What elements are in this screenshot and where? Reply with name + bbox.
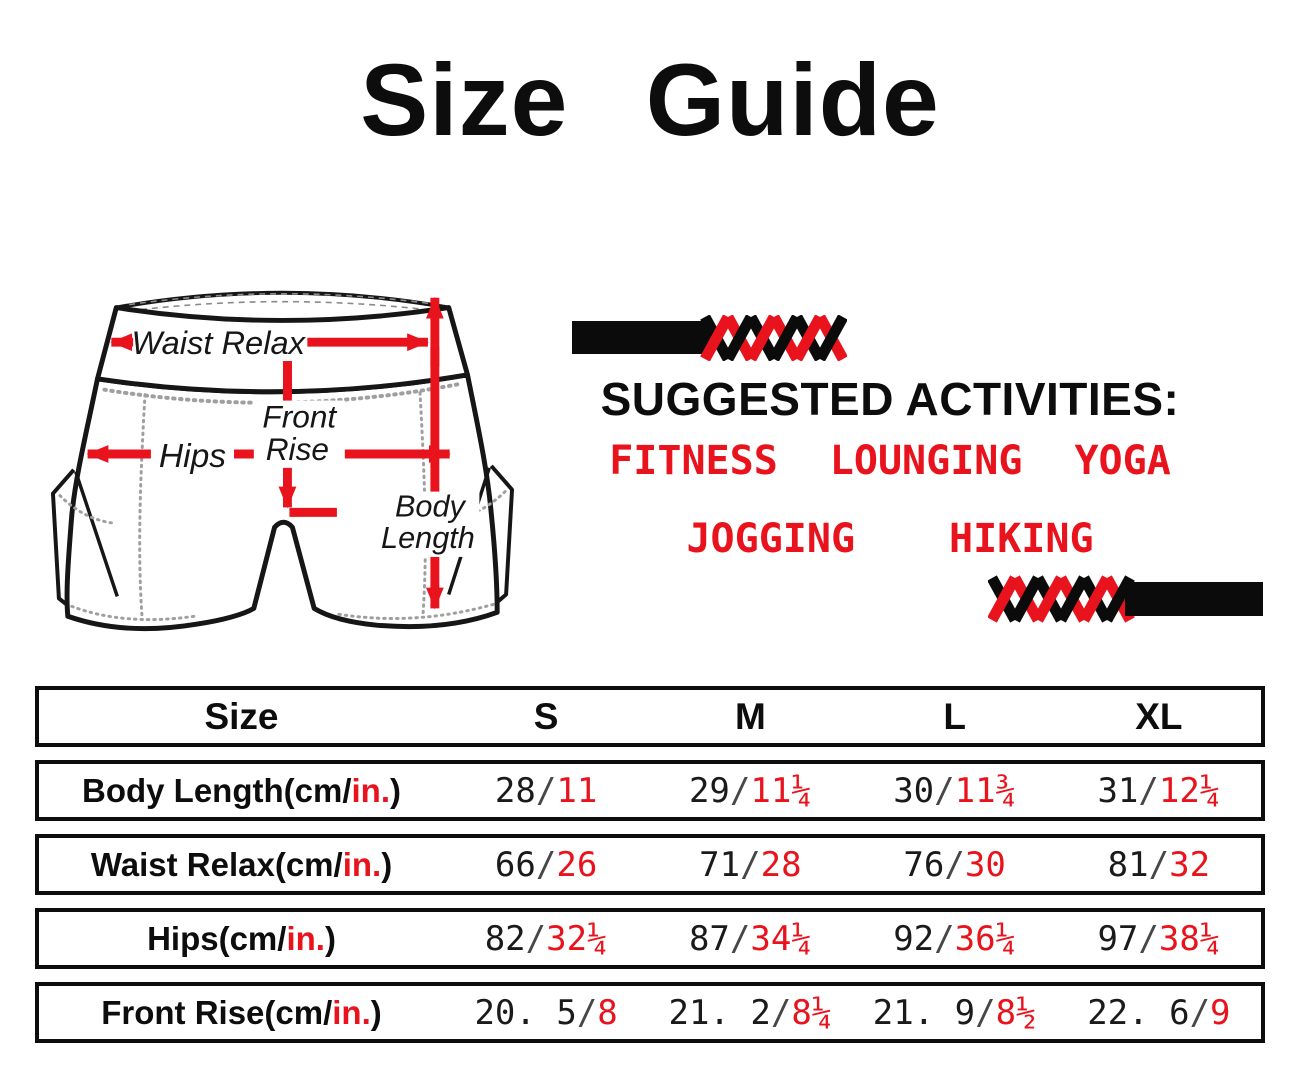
cell-front-rise-s: 20. 5/8 — [474, 992, 618, 1033]
shorts-drawing-icon — [50, 268, 515, 642]
body-length-label-line2: Length — [381, 521, 475, 555]
suggested-activities-heading: SUGGESTED ACTIVITIES: — [600, 373, 1180, 425]
cell-hips-l: 92/36¼ — [893, 918, 1017, 959]
row-label: Waist Relax(cm/in.) — [90, 845, 393, 883]
stitch-decoration-bottom-icon — [988, 575, 1263, 623]
cell-body-length-s: 28/11 — [494, 770, 598, 811]
size-table — [35, 686, 1265, 1056]
hips-label: Hips — [158, 437, 227, 475]
cell-front-rise-l: 21. 9/8½ — [872, 992, 1037, 1033]
activity-item-yoga: YOGA — [1074, 438, 1171, 484]
activity-item-hiking: HIKING — [949, 516, 1094, 562]
table-row-hips — [35, 908, 1265, 969]
stitch-decoration-top-icon — [572, 315, 847, 361]
cell-waist-relax-xl: 81/32 — [1107, 844, 1211, 885]
front-rise-label-line1: Front — [262, 398, 337, 435]
page-title: Size Guide — [360, 43, 940, 157]
cell-front-rise-xl: 22. 6/9 — [1087, 992, 1231, 1033]
table-header-row — [35, 686, 1265, 747]
header-col-l: L — [943, 695, 966, 737]
front-rise-label-line2: Rise — [265, 430, 329, 467]
cell-hips-m: 87/34¼ — [688, 918, 812, 959]
cell-body-length-xl: 31/12¼ — [1097, 770, 1221, 811]
shorts-measurement-diagram — [50, 268, 515, 647]
cell-hips-s: 82/32¼ — [484, 918, 608, 959]
activities-row-1 — [552, 438, 1228, 484]
cell-waist-relax-s: 66/26 — [494, 844, 598, 885]
body-length-label-line1: Body — [394, 489, 465, 524]
activity-item-jogging: JOGGING — [686, 516, 856, 562]
header-col-m: M — [734, 695, 766, 737]
cell-waist-relax-m: 71/28 — [699, 844, 802, 885]
row-label: Body Length(cm/in.) — [82, 771, 401, 809]
activity-item-fitness: FITNESS — [609, 438, 778, 484]
cell-waist-relax-l: 76/30 — [903, 844, 1006, 885]
row-label: Front Rise(cm/in.) — [101, 993, 382, 1031]
waist-relax-label: Waist Relax — [131, 324, 305, 362]
table-row-body-length — [35, 760, 1265, 821]
activities-row-2 — [552, 516, 1228, 562]
header-col-xl: XL — [1135, 695, 1183, 737]
table-row-waist-relax — [35, 834, 1265, 895]
cell-body-length-m: 29/11¼ — [688, 770, 812, 811]
table-row-front-rise — [35, 982, 1265, 1043]
header-size-label: Size — [204, 695, 279, 737]
row-label: Hips(cm/in.) — [147, 919, 336, 957]
cell-front-rise-m: 21. 2/8¼ — [668, 992, 833, 1033]
header-col-s: S — [533, 695, 559, 737]
activity-item-lounging: LOUNGING — [829, 438, 1023, 484]
cell-body-length-l: 30/11¾ — [893, 770, 1017, 811]
cell-hips-xl: 97/38¼ — [1097, 918, 1221, 959]
